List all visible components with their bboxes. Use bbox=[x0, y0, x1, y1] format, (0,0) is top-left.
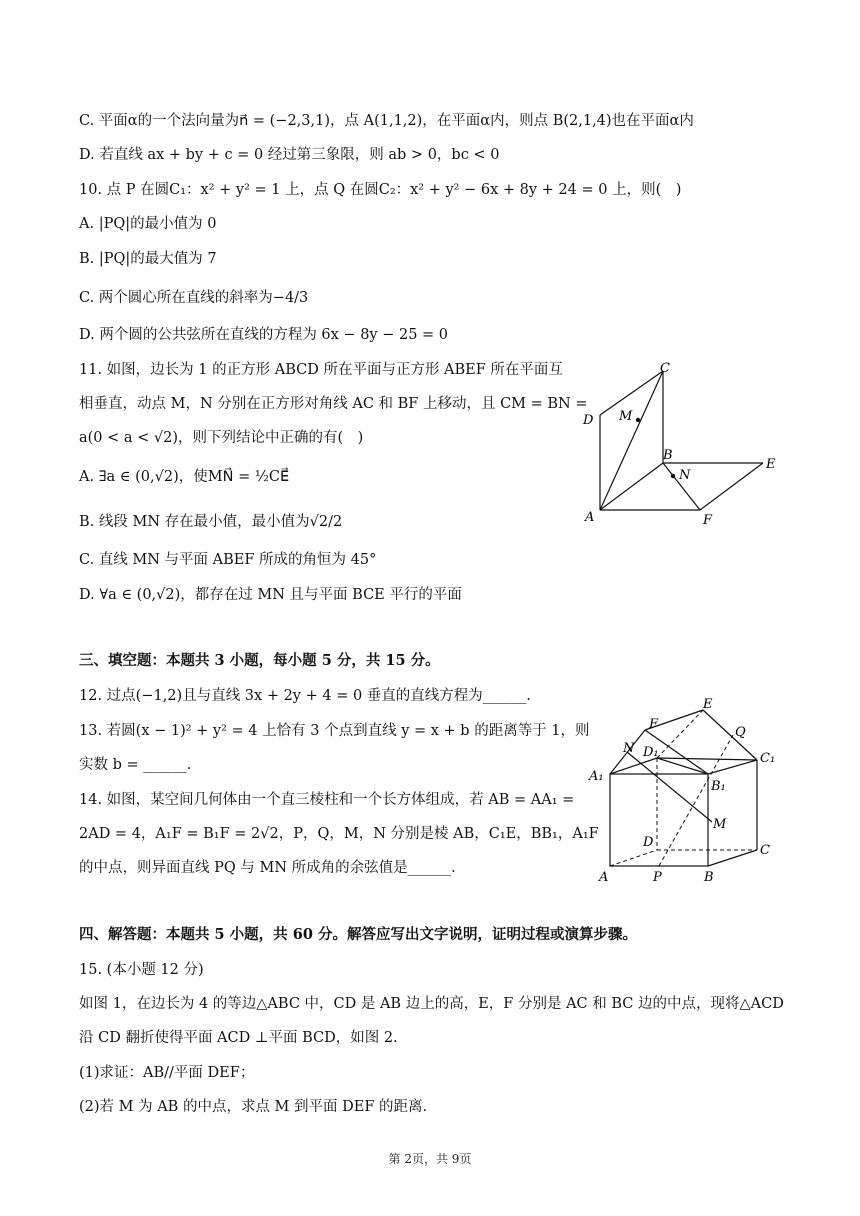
q14-label-A: A bbox=[599, 870, 609, 885]
q10-option-c: C. 两个圆心所在直线的斜率为−4/3 bbox=[79, 290, 309, 306]
q14-label-E: E bbox=[703, 697, 713, 712]
q14-figure bbox=[585, 690, 785, 885]
section3-heading: 三、填空题：本题共 3 小题，每小题 5 分，共 15 分。 bbox=[79, 652, 440, 669]
section4-heading: 四、解答题：本题共 5 小题，共 60 分。解答应写出文字说明，证明过程或演算步骤。 bbox=[79, 926, 637, 943]
q14-label-A1: A₁ bbox=[589, 769, 604, 784]
q14-label-P: P bbox=[653, 870, 662, 885]
q14-line2: 2AD = 4，A₁F = B₁F = 2√2，P，Q，M，N 分别是棱 AB，C₁E，BB₁，A₁F bbox=[79, 826, 599, 842]
q13-line1: 13. 若圆(x − 1)² + y² = 4 上恰有 3 个点到直线 y = x + b 的距离等于 1，则 bbox=[79, 723, 590, 739]
q11-label-D: D bbox=[583, 413, 594, 428]
q14-label-M: M bbox=[713, 817, 727, 832]
q11-stem-line3: a(0 < a < √2)，则下列结论中正确的有( ) bbox=[79, 430, 364, 446]
q14-line1: 14. 如图，某空间几何体由一个直三棱柱和一个长方体组成，若 AB = AA₁ = bbox=[79, 792, 575, 808]
q14-label-Q: Q bbox=[735, 725, 746, 740]
q11-label-M: M bbox=[619, 409, 633, 424]
q14-label-N: N bbox=[623, 741, 635, 756]
q10-option-b: B. |PQ|的最大值为 7 bbox=[79, 251, 217, 267]
q10-option-d: D. 两个圆的公共弦所在直线的方程为 6x − 8y − 25 = 0 bbox=[79, 327, 449, 343]
q11-option-a: A. ∃a ∈ (0,√2)，使MN⃗ = ½CE⃗ bbox=[79, 469, 290, 485]
q11-stem-line2: 相垂直，动点 M，N 分别在正方形对角线 AC 和 BF 上移动，且 CM = BN = bbox=[79, 396, 588, 412]
q11-option-c: C. 直线 MN 与平面 ABEF 所成的角恒为 45° bbox=[79, 552, 377, 568]
q12: 12. 过点(−1,2)且与直线 3x + 2y + 4 = 0 垂直的直线方程为______. bbox=[79, 688, 531, 704]
q11-label-C: C bbox=[660, 361, 670, 376]
q14-label-F: F bbox=[649, 717, 659, 732]
q15-text-line2: 沿 CD 翻折使得平面 ACD ⊥平面 BCD，如图 2. bbox=[79, 1030, 398, 1046]
q14-label-C: C bbox=[760, 843, 770, 858]
q10-stem: 10. 点 P 在圆C₁：x² + y² = 1 上，点 Q 在圆C₂：x² + y² − 6x + 8y + 24 = 0 上，则( ) bbox=[79, 182, 682, 198]
q14-label-C1: C₁ bbox=[760, 751, 776, 766]
q15-text-line1: 如图 1，在边长为 4 的等边△ABC 中，CD 是 AB 边上的高，E，F 分别是 AC 和 BC 边的中点，现将△ACD bbox=[79, 996, 784, 1012]
q11-stem-line1: 11. 如图，边长为 1 的正方形 ABCD 所在平面与正方形 ABEF 所在平面互 bbox=[79, 362, 563, 378]
q11-label-N: N bbox=[679, 468, 691, 483]
q14-line3: 的中点，则异面直线 PQ 与 MN 所成角的余弦值是______. bbox=[79, 860, 456, 876]
q9-option-c: C. 平面α的一个法向量为n⃗ = (−2,3,1)，点 A(1,1,2)，在平面α内，则点 B(2,1,4)也在平面α内 bbox=[79, 113, 694, 129]
q11-option-b: B. 线段 MN 存在最小值，最小值为√2/2 bbox=[79, 514, 343, 530]
q11-label-A: A bbox=[585, 510, 595, 525]
q14-label-B1: B₁ bbox=[711, 779, 726, 794]
q11-figure bbox=[575, 360, 785, 530]
q14-label-D1: D₁ bbox=[643, 745, 659, 760]
q10-option-a: A. |PQ|的最小值为 0 bbox=[79, 216, 217, 232]
q15-part1: (1)求证：AB//平面 DEF； bbox=[79, 1065, 255, 1081]
q15-title: 15. (本小题 12 分) bbox=[79, 962, 204, 978]
q11-label-E: E bbox=[766, 457, 776, 472]
q11-option-d: D. ∀a ∈ (0,√2)，都存在过 MN 且与平面 BCE 平行的平面 bbox=[79, 587, 462, 603]
q14-label-D: D bbox=[643, 835, 654, 850]
q11-label-F: F bbox=[703, 513, 713, 528]
q11-label-B: B bbox=[663, 448, 673, 463]
q9-option-d: D. 若直线 ax + by + c = 0 经过第三象限，则 ab > 0，bc < 0 bbox=[79, 147, 500, 163]
page-footer: 第 2页，共 9页 bbox=[388, 1152, 472, 1166]
q13-line2: 实数 b = ______. bbox=[79, 757, 192, 773]
q14-label-B: B bbox=[704, 870, 714, 885]
q15-part2: (2)若 M 为 AB 的中点，求点 M 到平面 DEF 的距离. bbox=[79, 1099, 428, 1115]
